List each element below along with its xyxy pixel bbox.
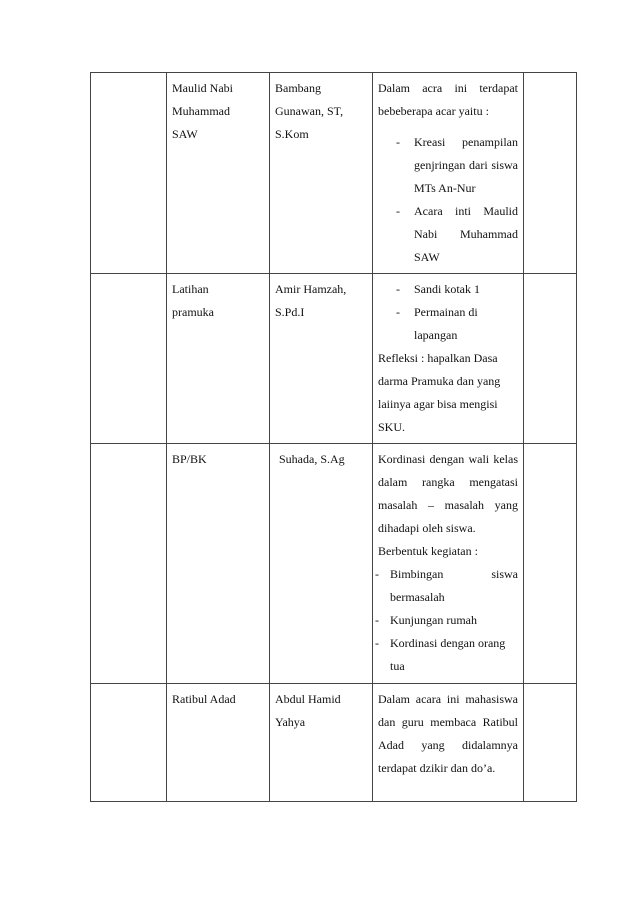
number-cell: [91, 684, 167, 802]
table-row: [91, 274, 577, 444]
description-intro: Dalam acara ini mahasiswa dan guru membaca Ratibul Adad yang didalamnya terdapat dzikir dan do’a.: [378, 692, 518, 775]
number-cell: [91, 73, 167, 274]
description-list: [378, 278, 518, 347]
description-intro: Kordinasi dengan wali kelas dalam rangka mengatasi masalah – masalah yang dihadapi oleh siswa.: [378, 452, 518, 535]
description-cell: [373, 444, 524, 684]
table-row: [91, 73, 577, 274]
person-cell: Suhada, S.Ag: [270, 444, 373, 684]
number-cell: [91, 274, 167, 444]
activity-cell: Latihan pramuka: [167, 274, 270, 444]
description-intro: Dalam acra ini terdapat bebeberapa acar yaitu :: [378, 81, 518, 118]
description-subintro: Berbentuk kegiatan :: [378, 544, 478, 558]
person-cell: Abdul Hamid Yahya: [270, 684, 373, 802]
description-cell: [373, 684, 524, 802]
description-cell: [373, 73, 524, 274]
activity-cell: BP/BK: [167, 444, 270, 684]
description-outro: Refleksi : hapalkan Dasa darma Pramuka dan yang laiinya agar bisa mengisi SKU.: [378, 351, 501, 434]
activity-table: [90, 72, 577, 802]
description-list: [378, 131, 518, 269]
description-list: [375, 563, 518, 678]
list-item: - Kreasi penampilan genjringan dari siswa MTs An-Nur: [396, 135, 518, 195]
list-item: - Kordinasi dengan orang tua: [375, 636, 506, 673]
table-row: [91, 684, 577, 802]
remarks-cell: [524, 274, 577, 444]
list-item: - Permainan di lapangan: [396, 305, 478, 342]
description-cell: [373, 274, 524, 444]
list-item: - Bimbingan siswa bermasalah: [375, 567, 518, 604]
list-item: - Sandi kotak 1: [396, 282, 480, 296]
remarks-cell: [524, 73, 577, 274]
person-cell: Bambang Gunawan, ST, S.Kom: [270, 73, 373, 274]
person-cell: Amir Hamzah, S.Pd.I: [270, 274, 373, 444]
remarks-cell: [524, 684, 577, 802]
activity-cell: Ratibul Adad: [167, 684, 270, 802]
remarks-cell: [524, 444, 577, 684]
list-item: - Kunjungan rumah: [375, 613, 477, 627]
table-row: [91, 444, 577, 684]
number-cell: [91, 444, 167, 684]
list-item: - Acara inti Maulid Nabi Muhammad SAW: [396, 204, 518, 264]
activity-cell: Maulid Nabi Muhammad SAW: [167, 73, 270, 274]
